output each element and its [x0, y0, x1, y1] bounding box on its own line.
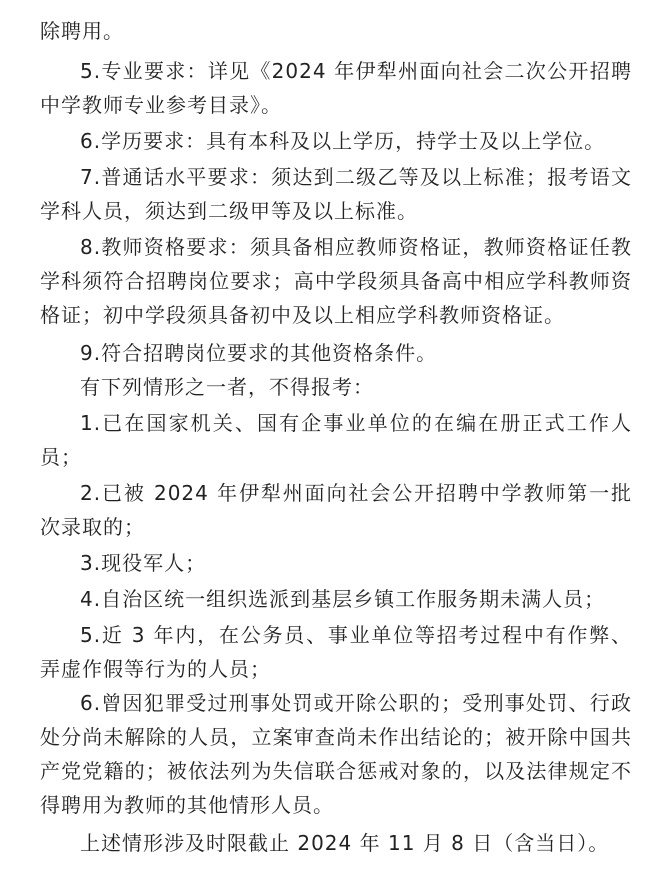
paragraph-time-limit: 上述情形涉及时限截止 2024 年 11 月 8 日（含当日）。: [80, 831, 610, 855]
paragraph-exclusion-1: 1.已在国家机关、国有企事业单位的在编在册正式工作人员；: [40, 411, 632, 469]
paragraph-mandarin-requirement: 7.普通话水平要求：须达到二级乙等及以上标准；报考语文学科人员，须达到二级甲等及以上标准。: [40, 165, 632, 223]
paragraph-other-conditions: 9.符合招聘岗位要求的其他资格条件。: [80, 341, 438, 365]
paragraph-exclusion-3: 3.现役军人；: [80, 551, 207, 575]
paragraph-exclusion-4: 4.自治区统一组织选派到基层乡镇工作服务期未满人员；: [80, 587, 606, 611]
paragraph-education-requirement: 6.学历要求：具有本科及以上学历，持学士及以上学位。: [80, 129, 606, 153]
paragraph-exclusions-heading: 有下列情形之一者，不得报考：: [80, 375, 374, 399]
paragraph-major-requirement: 5.专业要求：详见《2024 年伊犁州面向社会二次公开招聘中学教师专业参考目录》。: [40, 59, 632, 117]
paragraph-exclusion-2: 2.已被 2024 年伊犁州面向社会公开招聘中学教师第一批次录取的；: [40, 481, 632, 539]
paragraph-teacher-certificate-requirement: 8.教师资格要求：须具备相应教师资格证，教师资格证任教学科须符合招聘岗位要求；高中学段须具备高中相应学科教师资格证；初中学段须具备初中及以上相应学科教师资格证。: [40, 235, 632, 327]
paragraph-exclusion-5: 5.近 3 年内，在公务员、事业单位等招考过程中有作弊、弄虚作假等行为的人员；: [40, 623, 632, 681]
paragraph-continuation: 除聘用。: [40, 19, 124, 43]
paragraph-exclusion-6: 6.曾因犯罪受过刑事处罚或开除公职的；受刑事处罚、行政处分尚未解除的人员，立案审查尚未作出结论的；被开除中国共产党党籍的；被依法列为失信联合惩戒对象的，以及法律规定不得聘用为教师的其他情形人员。: [40, 691, 632, 817]
